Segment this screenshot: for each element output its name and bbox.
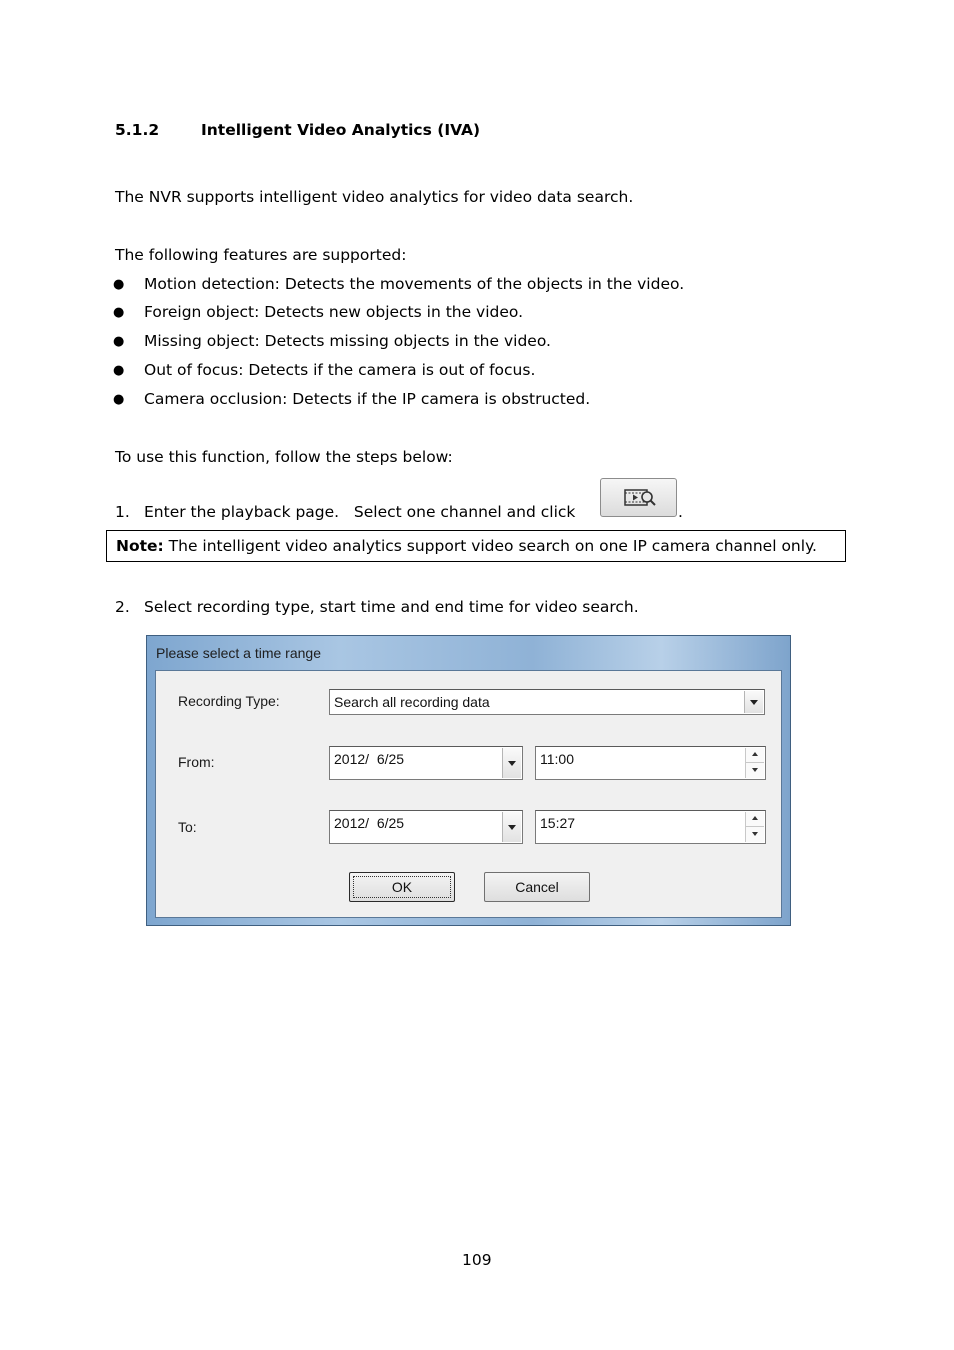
step1-suffix: . <box>678 503 683 521</box>
bullet-icon: ● <box>113 305 125 320</box>
bullet-icon: ● <box>113 363 125 378</box>
feature-item: Missing object: Detects missing objects in the video. <box>144 332 551 350</box>
recording-type-select[interactable]: Search all recording data <box>329 689 765 715</box>
to-time-input[interactable]: 15:27 <box>535 810 766 844</box>
step1-text: Enter the playback page. Select one channel and click <box>144 503 576 521</box>
chevron-down-icon[interactable] <box>502 748 521 778</box>
step2-text: Select recording type, start time and end time for video search. <box>144 598 639 616</box>
chevron-down-icon[interactable] <box>502 812 521 842</box>
section-title: Intelligent Video Analytics (IVA) <box>201 121 481 139</box>
chevron-down-icon[interactable] <box>744 691 763 713</box>
time-range-dialog <box>146 635 791 926</box>
note-label: Note: <box>116 537 164 555</box>
intro-paragraph: The NVR supports intelligent video analytics for video data search. <box>115 188 634 206</box>
video-search-icon <box>623 486 657 510</box>
to-time-spinner[interactable] <box>745 812 764 842</box>
dialog-client-area <box>155 670 782 918</box>
from-time-spinner[interactable] <box>745 748 764 778</box>
features-intro: The following features are supported: <box>115 246 407 264</box>
bullet-icon: ● <box>113 392 125 407</box>
spin-down-icon[interactable] <box>746 827 764 842</box>
spin-up-icon[interactable] <box>746 748 764 763</box>
ok-button[interactable]: OK <box>349 872 455 902</box>
cancel-button[interactable]: Cancel <box>484 872 590 902</box>
recording-type-label: Recording Type: <box>178 693 280 709</box>
feature-item: Out of focus: Detects if the camera is out of focus. <box>144 361 536 379</box>
note-box <box>106 530 846 562</box>
spin-up-icon[interactable] <box>746 812 764 827</box>
feature-item: Motion detection: Detects the movements of the objects in the video. <box>144 275 685 293</box>
bullet-icon: ● <box>113 334 125 349</box>
feature-item: Foreign object: Detects new objects in the video. <box>144 303 524 321</box>
from-time-input[interactable]: 11:00 <box>535 746 766 780</box>
to-date-picker[interactable]: 2012/ 6/25 <box>329 810 523 844</box>
page-number: 109 <box>462 1251 492 1269</box>
feature-item: Camera occlusion: Detects if the IP camera is obstructed. <box>144 390 591 408</box>
spin-down-icon[interactable] <box>746 763 764 778</box>
step-number: 1. <box>115 503 130 521</box>
note-text: The intelligent video analytics support video search on one IP camera channel only. <box>163 537 817 555</box>
video-search-button[interactable] <box>600 478 677 517</box>
dialog-title: Please select a time range <box>156 645 321 661</box>
section-number: 5.1.2 <box>115 121 160 139</box>
to-label: To: <box>178 819 197 835</box>
from-date-picker[interactable]: 2012/ 6/25 <box>329 746 523 780</box>
step-number: 2. <box>115 598 130 616</box>
from-label: From: <box>178 754 215 770</box>
bullet-icon: ● <box>113 277 125 292</box>
steps-intro: To use this function, follow the steps below: <box>115 448 453 466</box>
